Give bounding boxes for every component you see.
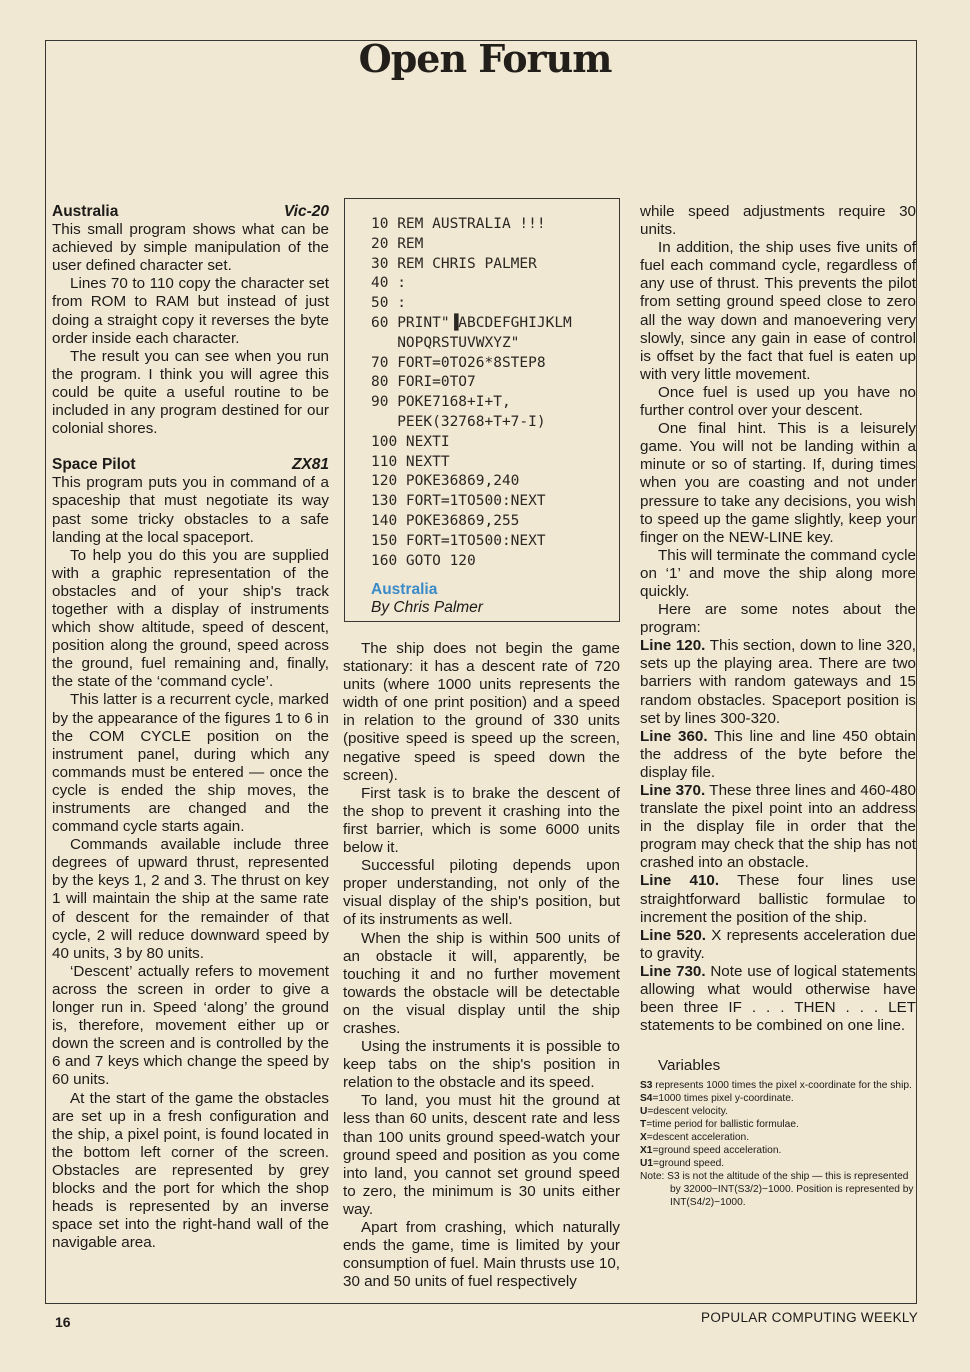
variable-desc: =1000 times pixel y-coordinate. [652, 1093, 794, 1105]
line-note-text: These four lines use straightforward ballistic formulae to increment the position of the ship. [640, 872, 917, 926]
variable-item [640, 1118, 916, 1131]
paragraph: One final hint. This is a leisurely game. You will not be landing within a minute or so of starting. If, during times when you are coasting and not under pressure to take any decisions, you wish to speed up the game slightly, keep your finger on the NEW-LINE key. [640, 420, 916, 546]
paragraph: In addition, the ship uses five units of fuel each command cycle, regardless of any use of thrust. This prevents the pilot from setting ground speed close to zero all the way down and manoevering very slowly, since any gain in ease of control is offset by the fact that fuel is eaten up with very little movement. [640, 239, 916, 383]
listing-credit-title: Australia [371, 581, 438, 599]
listing-line: NOPQRSTUVWXYZ" [371, 334, 520, 351]
listing-line: 70 FORT=0TO26*8STEP8 [371, 354, 546, 371]
paragraph: The ship does not begin the game stationary: it has a descent rate of 720 units (where 1000 units represents the width of one print position) and a speed in relation to the ground of 330 units (positive speed is speed up the screen, negative speed is speed down the screen). [343, 640, 620, 784]
listing-credit-author: By Chris Palmer [371, 599, 483, 617]
listing-line: 80 FORI=0TO7 [371, 374, 476, 391]
line-note-label: Line 730. [640, 962, 706, 980]
line-note [640, 782, 916, 872]
paragraph: This program puts you in command of a spaceship that must negotiate its way past some tricky obstacles to a safe landing at the local spaceport. [52, 474, 329, 546]
line-note [640, 927, 916, 963]
line-note-text: These three lines and 460-480 translate the pixel point into an address in the display file in order that the program may check that the ship has not crashed into an obstacle. [640, 782, 916, 872]
column-3 [640, 203, 916, 1209]
paragraph: This small program shows what can be achieved by simple manipulation of the user defined character set. [52, 221, 329, 275]
article-title: Australia [52, 203, 119, 220]
line-note-label: Line 410. [640, 872, 720, 890]
listing-line: 40 : [371, 275, 406, 292]
paragraph: Apart from crashing, which naturally ends the game, time is limited by your consumption of fuel. Main thrusts use 10, 30 and 50 units of fuel respectively [343, 1219, 620, 1291]
listing-line: 150 FORT=1TO500:NEXT [371, 532, 546, 549]
paragraph: Successful piloting depends upon proper understanding, not only of the visual display of the ship's position, but of its instruments as well. [343, 857, 620, 929]
variable-name: S3 [640, 1080, 653, 1092]
paragraph: To help you do this you are supplied with a graphic representation of the obstacles and of your ship's track together with a display of instruments which show altitude, speed of descent, position along the ground, speed across the ground, fuel remaining and, finally, the state of the ‘command cycle’. [52, 546, 329, 691]
line-note-text: Note use of logical statements allowing what would otherwise have been three IF . . . THEN . . . LET statements to be combined on one line. [640, 962, 917, 1035]
line-note-text: X represents acceleration due to gravity. [640, 926, 916, 962]
variables-heading: Variables [658, 1057, 721, 1075]
line-note-label: Line 520. [640, 926, 706, 944]
variable-name: S4 [640, 1093, 653, 1105]
page-number: 16 [55, 1314, 71, 1330]
line-note-label: Line 360. [640, 727, 708, 745]
variables-note: Note: S3 is not the altitude of the ship — this is represented by 32000−INT(S3/2)−1000. Position is represented by INT(S4/2)−1000. [640, 1171, 914, 1209]
listing-line: 110 NEXTT [371, 453, 450, 470]
variable-name: X1 [640, 1145, 653, 1157]
listing-line: 120 POKE36869,240 [371, 473, 520, 490]
article-heading-australia [52, 203, 329, 221]
variable-item [640, 1105, 916, 1118]
page-title: Open Forum [358, 36, 612, 81]
line-note-text: This section, down to line 320, sets up the playing area. There are two barriers with random gateways and 15 random obstacles. Spaceport position is set by lines 300-320. [640, 637, 916, 727]
variable-item [640, 1092, 916, 1105]
listing-line: 140 POKE36869,255 [371, 512, 520, 529]
variables-section [640, 1057, 916, 1209]
listing-line: 10 REM AUSTRALIA !!! [371, 216, 546, 232]
paragraph: To land, you must hit the ground at less than 60 units, descent rate and less than 100 units ground speed-watch your ground speed and position as you come into land, you cannot set ground speed to zero, the minimum is 30 units either way. [343, 1092, 620, 1218]
paragraph: At the start of the game the obstacles are set up in a fresh configuration and the ship, a pixel point, is found located in the bottom left corner of the screen. Obstacles are represented by grey blocks and the port for which the shop heads is represented by an inverse space set into the right-hand wall of the navigable area. [52, 1089, 329, 1252]
paragraph: This will terminate the command cycle on ‘1’ and move the ship along more quickly. [640, 546, 916, 600]
listing-line: 90 POKE7168+I+T, [371, 394, 511, 411]
paragraph: This latter is a recurrent cycle, marked by the appearance of the figures 1 to 6 in the COM CYCLE position on the instrument panel, during which any commands must be entered — once the cycle is ended the ship moves, the instruments are changed and the command cycle starts again. [52, 691, 329, 836]
listing-line: PEEK(32768+T+7-I) [371, 413, 546, 430]
variable-desc: =ground speed. [653, 1158, 725, 1170]
listing-line: 60 PRINT"▐ABCDEFGHIJKLM [371, 314, 572, 331]
line-note-label: Line 120. [640, 637, 706, 655]
variable-desc: =descent acceleration. [646, 1132, 750, 1144]
column-1 [52, 203, 329, 1252]
article-machine: Vic-20 [283, 203, 329, 220]
variable-name: X [640, 1132, 647, 1144]
paragraph: Here are some notes about the program: [640, 601, 916, 637]
article-heading-space-pilot [52, 456, 329, 474]
line-note-text: This line and line 450 obtain the address of the byte before the display file. [640, 727, 917, 781]
variable-name: U1 [640, 1158, 654, 1170]
paragraph: When the ship is within 500 units of an obstacle it will, apparently, be touching it and no further movement towards the obstacle will be detectable on the visual display until the ship crashes. [343, 929, 620, 1037]
paragraph: First task is to brake the descent of the shop to prevent it crashing into the first barrier, which is some 6000 units below it. [343, 784, 620, 857]
listing-line: 20 REM [371, 235, 424, 252]
listing-line: 30 REM CHRIS PALMER [371, 255, 537, 272]
listing-line: 100 NEXTI [371, 433, 450, 450]
paragraph: ‘Descent’ actually refers to movement across the screen in order to give a longer run in. Speed ‘along’ the ground is, therefore, movement either up or down the screen and is controlled by the 6 and 7 keys which change the speed by 60 units. [52, 962, 329, 1089]
paragraph: while speed adjustments require 30 units. [640, 203, 916, 239]
variable-item [640, 1079, 916, 1092]
magazine-name: POPULAR COMPUTING WEEKLY [701, 1310, 918, 1325]
line-note-label: Line 370. [640, 782, 706, 799]
line-note [640, 637, 916, 727]
paragraph: Using the instruments it is possible to keep tabs on the ship's position in relation to the obstacle and its speed. [343, 1038, 620, 1092]
variable-name: U [640, 1106, 648, 1118]
listing-line: 130 FORT=1TO500:NEXT [371, 493, 546, 510]
variable-item [640, 1144, 916, 1157]
paragraph: Once fuel is used up you have no further control over your descent. [640, 383, 916, 420]
listing-line: 160 GOTO 120 [371, 552, 476, 569]
line-note [640, 728, 916, 782]
variable-desc: =time period for ballistic formulae. [646, 1119, 799, 1131]
listing-line: 50 : [371, 295, 406, 312]
variable-desc: =descent velocity. [647, 1106, 728, 1118]
column-2 [343, 640, 620, 1291]
article-machine: ZX81 [291, 456, 329, 474]
line-note [640, 872, 916, 926]
variable-item [640, 1131, 916, 1144]
line-note [640, 963, 916, 1035]
paragraph: Commands available include three degrees of upward thrust, represented by the keys 1, 2 and 3. The thrust on key 1 will maintain the ship at the same rate of descent for the remainder of that cycle, 2 will reduce downward speed by 40 units, 3 by 80 units. [52, 836, 329, 962]
variable-name: T [640, 1119, 647, 1131]
variable-item [640, 1157, 916, 1170]
variable-desc: represents 1000 times the pixel x-coordinate for the ship. [652, 1080, 912, 1092]
article-title: Space Pilot [52, 456, 136, 474]
program-listing [344, 198, 620, 622]
paragraph: Lines 70 to 110 copy the character set from ROM to RAM but instead of just doing a straight copy it reverses the byte order inside each character. [52, 275, 329, 347]
paragraph: The result you can see when you run the program. I think you will agree this could be quite a useful routine to be included in any program destined for our colonial shores. [52, 347, 329, 438]
variable-desc: =ground speed acceleration. [652, 1145, 782, 1157]
